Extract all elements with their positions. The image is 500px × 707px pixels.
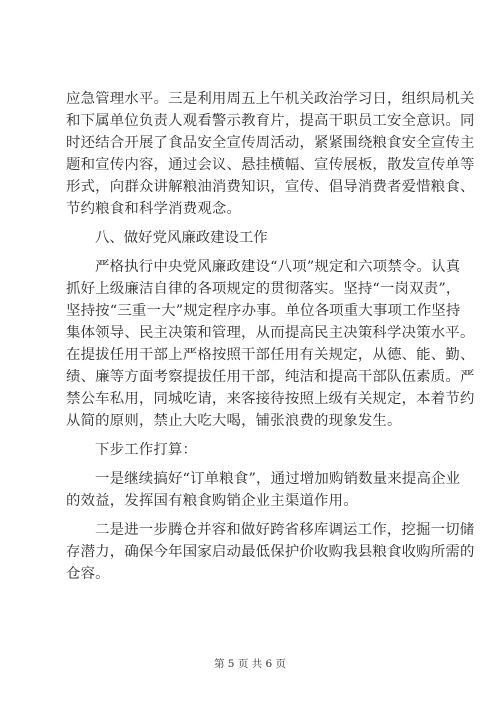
text-line: 存潜力，确保今年国家启动最低保护价收购我县粮食收购所需的 bbox=[66, 544, 475, 560]
paragraph-integrity bbox=[66, 256, 475, 432]
page-number-footer: 第 5 页 共 6 页 bbox=[213, 658, 287, 670]
text-line: 应急管理水平。三是利用周五上午机关政治学习日，组织局机关 bbox=[66, 91, 475, 107]
text-line: 时还结合开展了食品安全宣传周活动，紧紧围绕粮食安全宣传主 bbox=[66, 135, 475, 151]
paragraph-next-steps-label bbox=[66, 439, 442, 461]
text-line: 形式，向群众讲解粮油消费知识，宣传、倡导消费者爱惜粮食、 bbox=[66, 179, 475, 195]
text-line: 题和宣传内容，通过会议、悬挂横幅、宣传展板，散发宣传单等 bbox=[66, 157, 475, 173]
text-line: 绩、廉等方面考察提拔任用干部，纯洁和提高干部队伍素质。严 bbox=[66, 369, 475, 385]
text-line: 仓容。 bbox=[66, 566, 110, 582]
text-line: 节约粮食和科学消费观念。 bbox=[66, 201, 242, 217]
text-line: 和下属单位负责人观看警示教育片，提高干职员工安全意识。同 bbox=[66, 113, 475, 129]
text-line: 禁公车私用，同城吃请，来客接待按照上级有关规定，本着节约 bbox=[66, 391, 475, 407]
document-body bbox=[66, 88, 475, 592]
paragraph-plan-one bbox=[66, 468, 461, 512]
section-heading: 八、做好党风廉政建设工作 bbox=[95, 230, 268, 246]
text-line: 的效益，发挥国有粮食购销企业主渠道作用。 bbox=[66, 493, 358, 509]
text-line: 抓好上级廉洁自律的各项规定的贯彻落实。坚持“一岗双责”， bbox=[66, 281, 461, 297]
text-line: 二是进一步腾仓并容和做好跨省移库调运工作，挖掘一切储 bbox=[95, 522, 475, 538]
text-line: 坚持按“三重一大”规定程序办事。单位各项重大事项工作坚持 bbox=[66, 303, 461, 319]
text-line: 从简的原则，禁止大吃大喝，铺张浪费的现象发生。 bbox=[66, 413, 402, 429]
paragraph-safety-publicity bbox=[66, 88, 475, 220]
paragraph-plan-two bbox=[66, 519, 475, 585]
text-line: 在提拔任用干部上严格按照干部任用有关规定，从德、能、勤、 bbox=[66, 347, 475, 363]
text-line: 下步工作打算： bbox=[95, 442, 198, 458]
text-line: 严格执行中央党风廉政建设“八项”规定和六项禁令。认真 bbox=[95, 259, 461, 275]
text-line: 一是继续搞好“订单粮食”，通过增加购销数量来提高企业 bbox=[95, 471, 461, 487]
text-line: 集体领导、民主决策和管理，从而提高民主决策科学决策水平。 bbox=[66, 325, 475, 341]
